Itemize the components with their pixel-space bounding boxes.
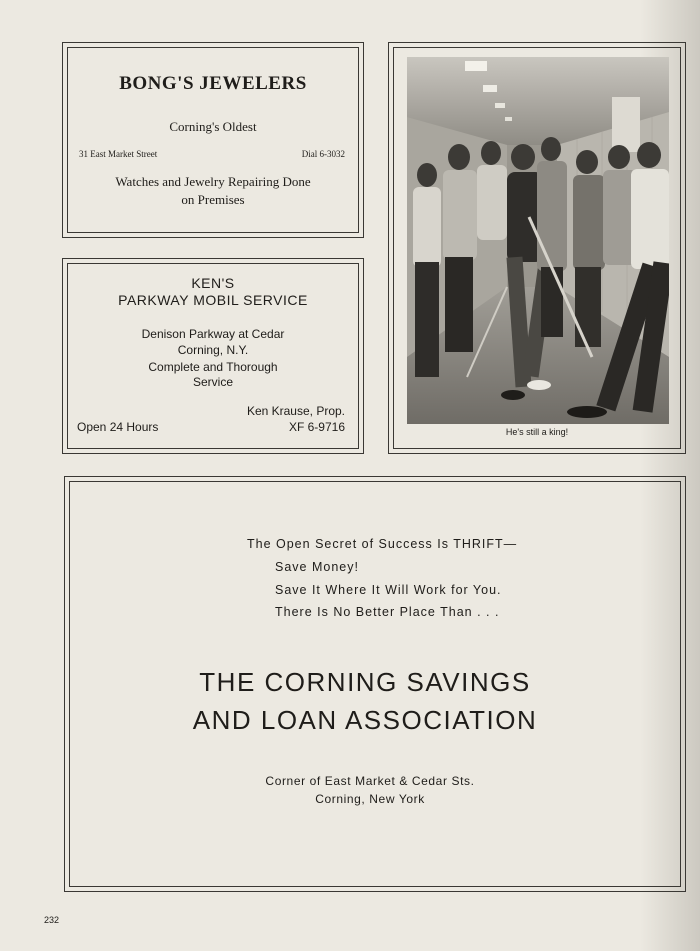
bongs-phone: Dial 6-3032	[301, 149, 345, 159]
kens-title-line2: PARKWAY MOBIL SERVICE	[118, 292, 308, 308]
kens-mobil-ad	[62, 258, 364, 454]
savings-title-line1: THE CORNING SAVINGS	[199, 667, 531, 697]
bongs-tagline: Corning's Oldest	[169, 119, 257, 134]
kens-address-line1: Denison Parkway at Cedar	[141, 327, 285, 341]
kens-service-line1: Complete and Thorough	[148, 360, 278, 374]
corning-savings-ad	[64, 476, 686, 892]
bongs-title: BONG'S JEWELERS	[119, 73, 307, 94]
page-number: 232	[44, 915, 60, 925]
savings-address-line1: Corner of East Market & Cedar Sts.	[265, 774, 475, 788]
photo-caption: He's still a king!	[505, 427, 569, 437]
bongs-address: 31 East Market Street	[79, 149, 158, 159]
kens-title-line1: KEN'S	[191, 275, 235, 291]
bongs-services-line2: on Premises	[181, 192, 245, 207]
savings-address-line2: Corning, New York	[315, 792, 425, 806]
kens-owner: Ken Krause, Prop.	[246, 404, 345, 418]
kens-hours: Open 24 Hours	[77, 420, 159, 434]
hallway-photo	[407, 57, 669, 424]
bongs-jewelers-ad	[62, 42, 364, 238]
kens-service-line2: Service	[192, 375, 233, 389]
photo-panel	[388, 42, 686, 454]
savings-slogan-line3: Save It Where It Will Work for You.	[275, 583, 502, 597]
savings-slogan-line2: Save Money!	[275, 560, 359, 574]
kens-phone: XF 6-9716	[288, 420, 345, 434]
savings-slogan-line1: The Open Secret of Success Is THRIFT—	[247, 537, 518, 551]
savings-title-line2: AND LOAN ASSOCIATION	[192, 705, 538, 735]
kens-address-line2: Corning, N.Y.	[177, 343, 249, 357]
savings-slogan-line4: There Is No Better Place Than . . .	[275, 605, 500, 619]
bongs-services-line1: Watches and Jewelry Repairing Done	[115, 174, 311, 189]
